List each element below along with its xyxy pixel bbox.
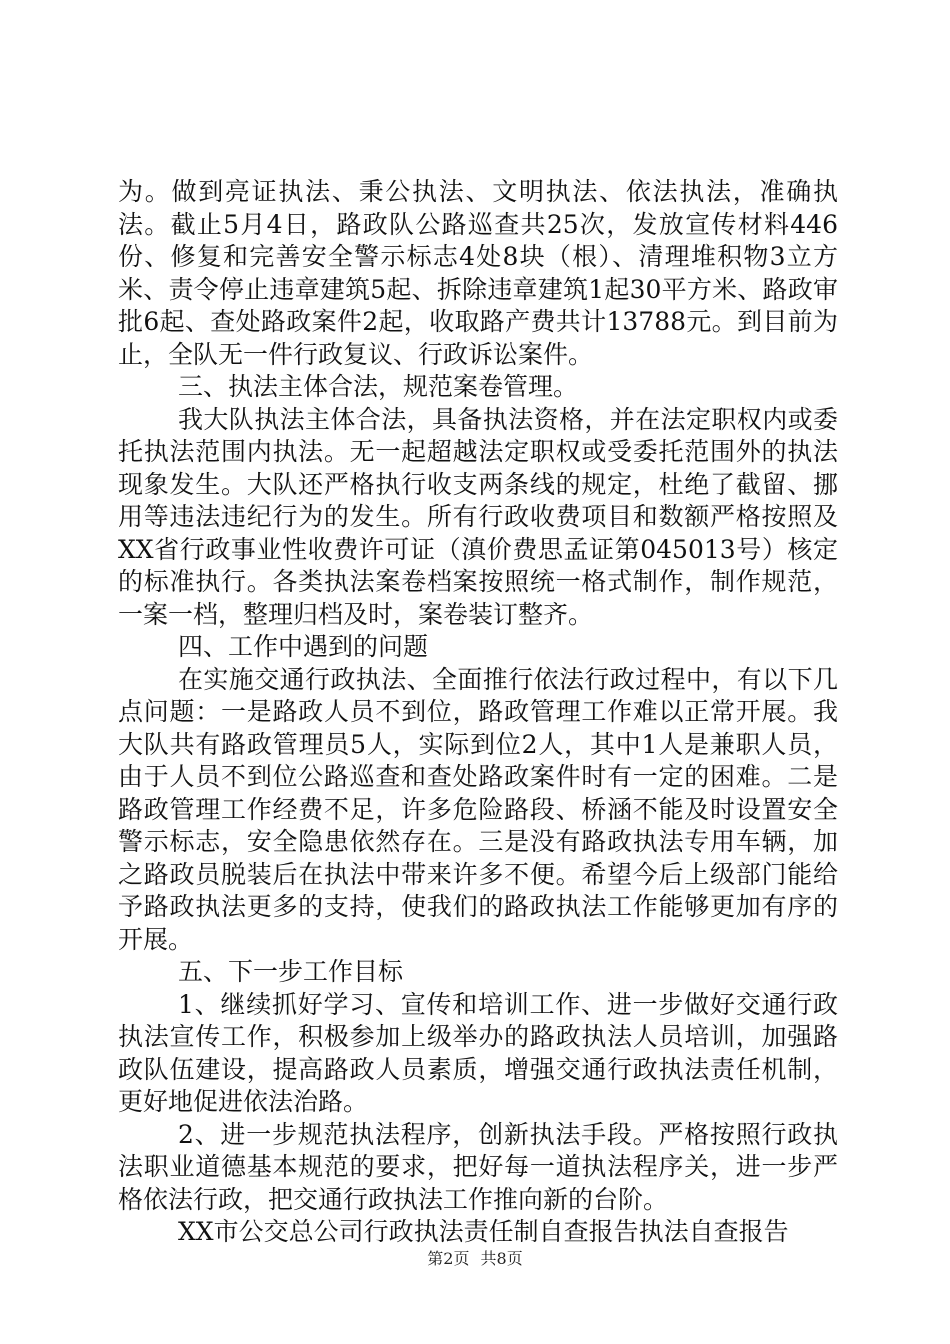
page-total: 共8页 bbox=[480, 1249, 523, 1268]
section-heading-5: 五、下一步工作目标 bbox=[178, 957, 404, 986]
paragraph-legal-subject: 我大队执法主体合法，具备执法资格，并在法定职权内或委托执法范围内执法。无一起超越法定职权或受委托范围外的执法现象发生。大队还严格执行收支两条线的规定，杜绝了截留、挪用等违法违纪行为的发生。所有行政收费项目和数额严格按照及XX省行政事业性收费许可证（滇价费思孟证第045013号）核定的标准执行。各类执法案卷档案按照统一格式制作，制作规范，一案一档，整理归档及时，案卷装订整齐。 bbox=[118, 404, 838, 629]
section-heading-3: 三、执法主体合法，规范案卷管理。 bbox=[178, 372, 579, 401]
paragraph-problems: 在实施交通行政执法、全面推行依法行政过程中，有以下几点问题：一是路政人员不到位，路政管理工作难以正常开展。我大队共有路政管理员5人，实际到位2人，其中1人是兼职人员，由于人员不到位公路巡查和查处路政案件时有一定的困难。二是路政管理工作经费不足，许多危险路段、桥涵不能及时设置安全警示标志，安全隐患依然存在。三是没有路政执法专用车辆，加之路政员脱装后在执法中带来许多不便。希望今后上级部门能给予路政执法更多的支持，使我们的路政执法工作能够更加有序的开展。 bbox=[118, 664, 838, 954]
paragraph-goal-1: 1、继续抓好学习、宣传和培训工作、进一步做好交通行政执法宣传工作，积极参加上级举办的路政执法人员培训，加强路政队伍建设，提高路政人员素质，增强交通行政执法责任机制，更好地促进依法治路。 bbox=[118, 989, 838, 1116]
page-number: 第2页 bbox=[427, 1249, 470, 1268]
document-body bbox=[118, 176, 838, 1249]
paragraph-enforcement-stats: 为。做到亮证执法、秉公执法、文明执法、依法执法，准确执法。截止5月4日，路政队公路巡查共25次，发放宣传材料446份、修复和完善安全警示标志4处8块（根）、清理堆积物3立方米、责令停止违章建筑5起、拆除违章建筑1起30平方米、路政审批6起、查处路政案件2起，收取路产费共计13788元。到目前为止，全队无一件行政复议、行政诉讼案件。 bbox=[118, 177, 838, 369]
closing-title-line: XX市公交总公司行政执法责任制自查报告执法自查报告 bbox=[178, 1217, 789, 1246]
section-heading-4: 四、工作中遇到的问题 bbox=[178, 632, 429, 661]
paragraph-goal-2: 2、进一步规范执法程序，创新执法手段。严格按照行政执法职业道德基本规范的要求，把好每一道执法程序关，进一步严格依法行政，把交通行政执法工作推向新的台阶。 bbox=[118, 1119, 838, 1214]
page-footer bbox=[0, 1246, 950, 1269]
